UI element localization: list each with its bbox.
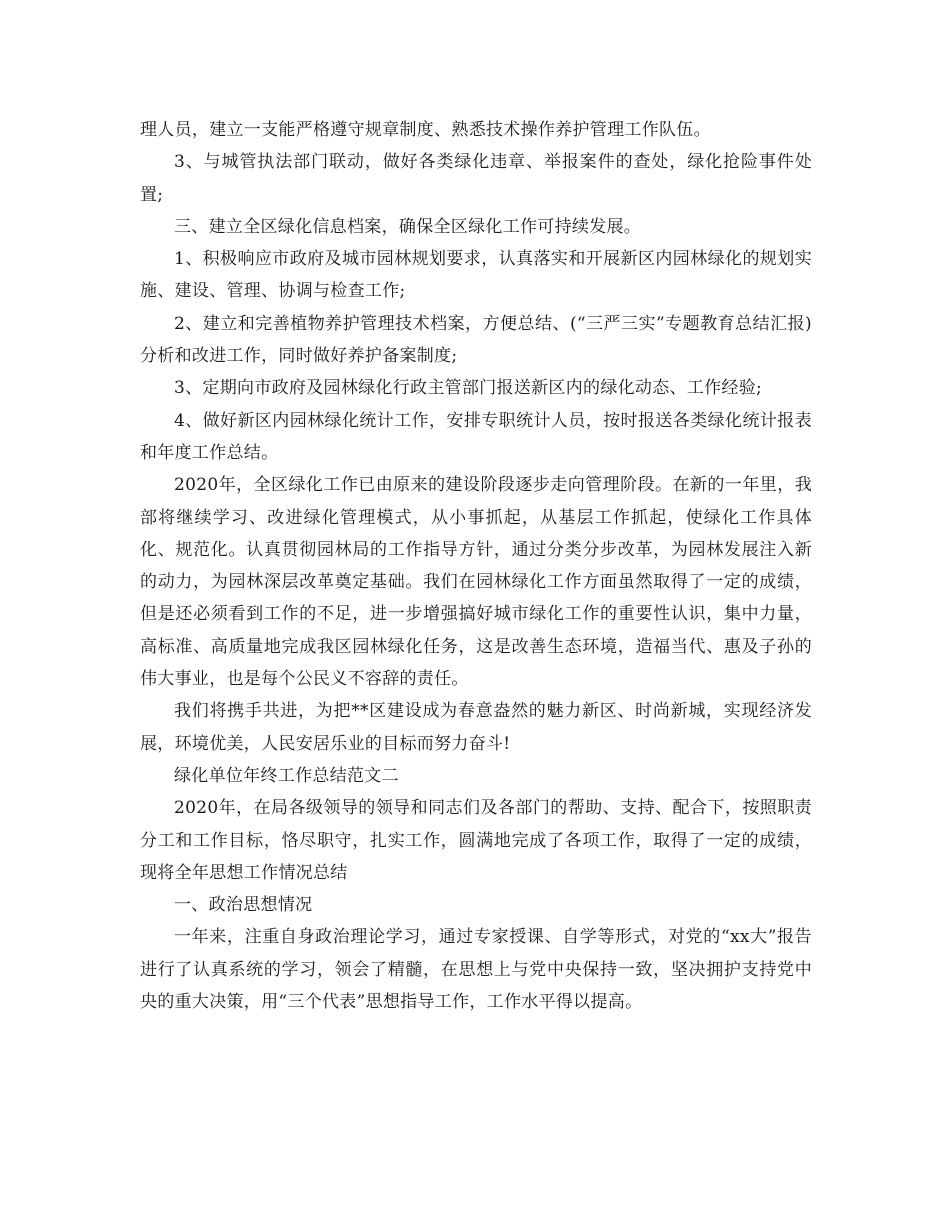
paragraph-2020-summary: 2020年，全区绿化工作已由原来的建设阶段逐步走向管理阶段。在新的一年里，我部将继续学习、改进绿化管理模式，从小事抓起，从基层工作抓起，使绿化工作具体化、规范化。认真贯彻园林局的工作指导方针，通过分类分步改革，为园林发展注入新的动力，为园林深层改革奠定基础。我们在园林绿化工作方面虽然取得了一定的成绩，但是还必须看到工作的不足，进一步增强搞好城市绿化工作的重要性认识，集中力量，高标准、高质量地完成我区园林绿化任务，这是改善生态环境，造福当代、惠及子孙的伟大事业，也是每个公民义不容辞的责任。 — [140, 475, 812, 690]
paragraph-sample-intro: 2020年，在局各级领导的领导和同志们及各部门的帮助、支持、配合下，按照职责分工和工作目标，恪尽职守，扎实工作，圆满地完成了各项工作，取得了一定的成绩，现将全年思想工作情况总结 — [140, 798, 812, 883]
sample-title: 绿化单位年终工作总结范文二 — [174, 765, 399, 786]
paragraph-continuation: 理人员，建立一支能严格遵守规章制度、熟悉技术操作养护管理工作队伍。 — [140, 120, 711, 140]
paragraph-political-study: 一年来，注重自身政治理论学习，通过专家授课、自学等形式，对党的“xx大”报告进行了认真系统的学习，领会了精髓，在思想上与党中央保持一致，坚决拥护支持党中央的重大决策，用“三个代表”思想指导工作，工作水平得以提高。 — [140, 927, 812, 1013]
paragraph-item-4: 4、做好新区内园林绿化统计工作，安排专职统计人员，按时报送各类绿化统计报表和年度工作总结。 — [140, 410, 812, 463]
paragraph-item-2: 2、建立和完善植物养护管理技术档案，方便总结、(“三严三实”专题教育总结汇报)分析和改进工作，同时做好养护备案制度; — [140, 313, 812, 367]
paragraph-item-3-enforcement: 3、与城管执法部门联动，做好各类绿化违章、举报案件的查处，绿化抢险事件处置; — [140, 152, 812, 205]
paragraph-closing: 我们将携手共进，为把**区建设成为春意盎然的魅力新区、时尚新城，实现经济发展，环境优美，人民安居乐业的目标而努力奋斗! — [140, 701, 812, 754]
section-heading-3: 三、建立全区绿化信息档案，确保全区绿化工作可持续发展。 — [174, 216, 642, 237]
document-body — [140, 114, 812, 1018]
paragraph-item-1: 1、积极响应市政府及城市园林规划要求，认真落实和开展新区内园林绿化的规划实施、建设、管理、协调与检查工作; — [140, 249, 812, 302]
section-heading-political: 一、政治思想情况 — [174, 895, 313, 916]
paragraph-item-3: 3、定期向市政府及园林绿化行政主管部门报送新区内的绿化动态、工作经验; — [174, 378, 763, 399]
